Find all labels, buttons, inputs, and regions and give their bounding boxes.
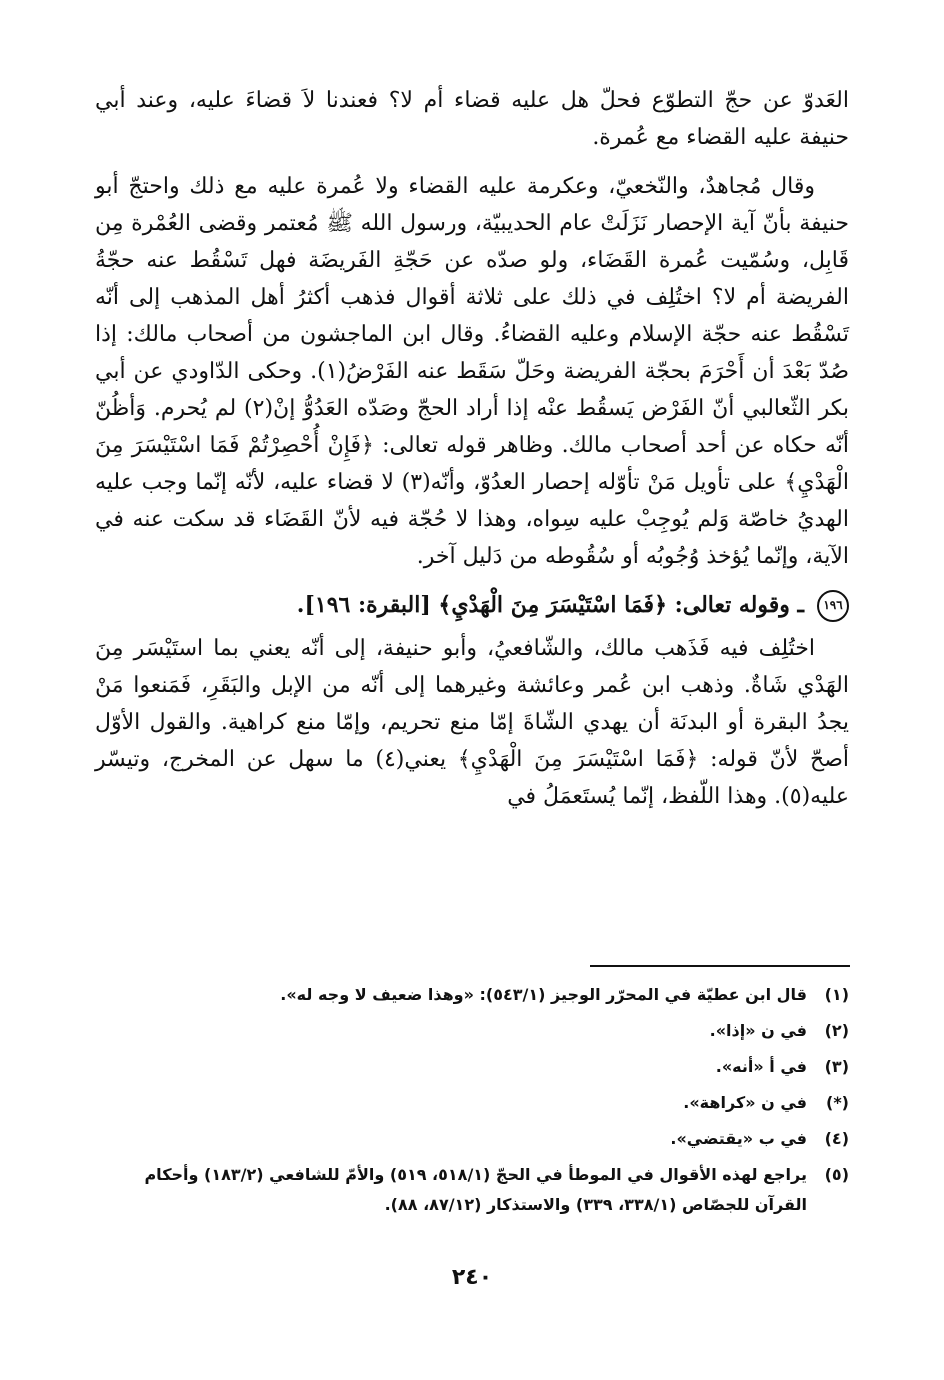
footnotes bbox=[95, 980, 849, 1226]
footnote-number: (*) bbox=[826, 1093, 849, 1112]
footnote-item bbox=[95, 1052, 849, 1082]
footnote-number: (٣) bbox=[824, 1057, 849, 1076]
footnote-number: (١) bbox=[824, 985, 849, 1004]
paragraph-2: وقال مُجاهدٌ، والنّخعيّ، وعكرمة عليه القضاء ولا عُمرة عليه مع ذلك واحتجّ أبو حنيفة بأنّ آية الإحصار نَزَلَتْ عام الحديبيّة، ورسول الله ﷺ مُعتمر وقضى العُمْرة مِن قَابِل، وسُمّيت عُمرة القَضَاء، ولو صدّه عن حَجّةِ الفَريضَة فهل تَسْقُط عنه حجّةُ الفريضة أم لا؟ اختُلِف في ذلك على ثلاثة أقوال فذهب أكثرُ أهل المذهب إلى أنّه تَسْقُط عنه حجّة الإسلام وعليه القضاءُ. وقال ابن الماجشون من أصحاب مالك: إذا صُدّ بَعْدَ أن أَحْرَمَ بحجّة الفريضة وحَلّ سَقَط عنه الفَرْضُ(١). وحكى الدّاودي عن أبي بكر الثّعالبي أنّ الفَرْض يَسقُط عنْه إذا أراد الحجّ وصَدّه العَدُوُّ إنْ(٢) لم يُحرم. وَأظُنّ أنّه حكاه عن أحد أصحاب مالك. وظاهر قوله تعالى: ﴿فَإِنْ أُحْصِرْتُمْ فَمَا اسْتَيْسَرَ مِنَ الْهَدْيِ﴾ على تأويل مَنْ تأوّله إحصار العدُوّ، وأنّه(٣) لا قضاء عليه، لأنّه إنّما وجب عليه الهديُ خاصّة وَلم يُوجِبْ عليه سِواه، وهذا لا حُجّة فيه لأنّ القَضَاء قد سكت عنه في الآية، وإنّما يُؤخذ وُجُوبُه أو سُقُوطه من دَليل آخر. bbox=[95, 174, 849, 569]
page-number: ٢٤٠ bbox=[451, 1265, 493, 1290]
footnote-number: (٢) bbox=[824, 1021, 849, 1040]
footnote-text: في أ «أنه». bbox=[715, 1057, 807, 1076]
footnote-text: قال ابن عطيّة في المحرّر الوجيز (٥٤٣/١): «وهذا ضعيف لا وجه له». bbox=[280, 985, 807, 1004]
paragraph-1: العَدوّ عن حجّ التطوّع فحلّ هل عليه قضاء أم لا؟ فعندنا لاَ قضاءَ عليه، وعند أبي حنيفة عليه القضاء مع عُمرة. bbox=[95, 88, 849, 150]
footnote-number: (٤) bbox=[824, 1129, 849, 1148]
footnote-item bbox=[95, 1016, 849, 1046]
footnote-item bbox=[95, 1088, 849, 1118]
footnote-item bbox=[95, 980, 849, 1010]
verse-heading bbox=[95, 587, 849, 624]
footnote-text: في ن «كراهة». bbox=[683, 1093, 807, 1112]
verse-number-badge: ١٩٦ bbox=[817, 590, 849, 622]
verse-heading-text: ـ وقوله تعالى: ﴿فَمَا اسْتَيْسَرَ مِنَ الْهَدْيِ﴾ [البقرة: ١٩٦]. bbox=[296, 592, 804, 618]
footnote-text: في ب «يقتضي». bbox=[670, 1129, 807, 1148]
footnote-text: في ن «إذا». bbox=[709, 1021, 807, 1040]
footnote-item bbox=[95, 1160, 849, 1220]
footnote-text: يراجع لهذه الأقوال في الموطأ في الحجّ (٥١٨/١، ٥١٩) والأمّ للشافعي (١٨٣/٢) وأحكام القرآن للجصّاص (٣٣٨/١، ٣٣٩) والاستذكار (٨٧/١٢، ٨٨). bbox=[144, 1165, 807, 1214]
main-text bbox=[95, 82, 849, 827]
paragraph-3: اختُلِف فيه فَذَهب مالك، والشّافعيُ، وأبو حنيفة، إلى أنّه يعني بما استَيْسَر مِنَ الهَدْي شَاةٌ. وذهب ابن عُمر وعائشة وغيرهما إلى أنّه من الإبل والبَقَرِ، فَمَنعوا مَنْ يجدُ البقرة أو البدنَة أن يهدي الشّاةَ إمّا منع تحريم، وإمّا منع كراهية. والقول الأوّل أصحّ لأنّ قوله: ﴿فَمَا اسْتَيْسَرَ مِنَ الْهَدْيِ﴾ يعني(٤) ما سهل عن المخرج، وتيسّر عليه(٥). وهذا اللّفظ، إنّما يُستَعمَلُ في bbox=[95, 636, 849, 809]
footnote-divider bbox=[590, 965, 850, 967]
footnote-item bbox=[95, 1124, 849, 1154]
footnote-number: (٥) bbox=[824, 1165, 849, 1184]
